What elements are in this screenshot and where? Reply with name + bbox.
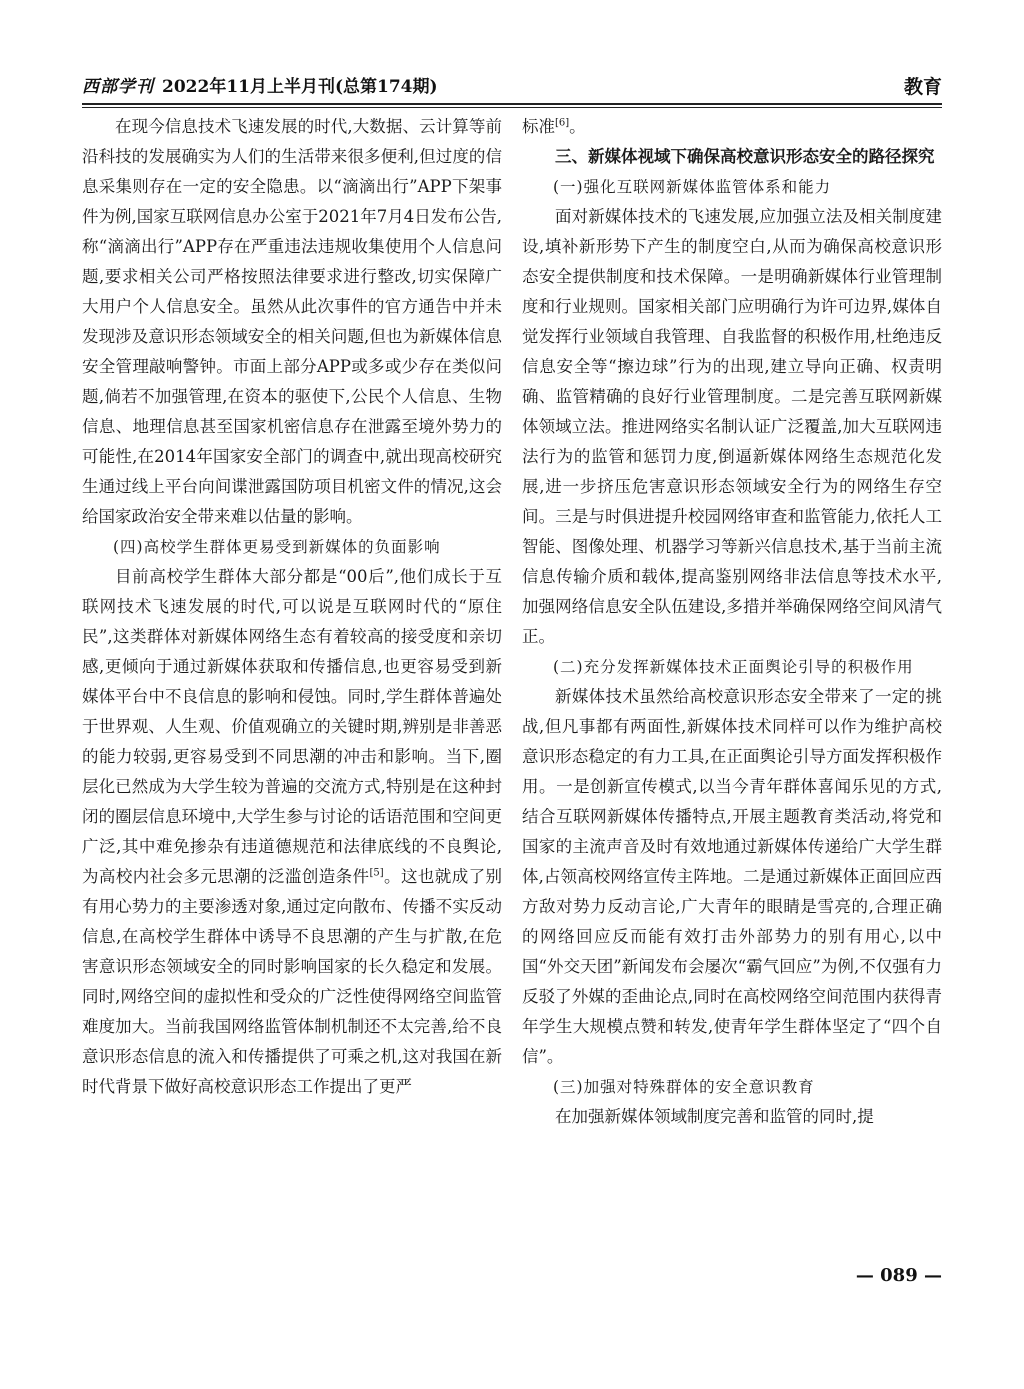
subsection-heading: (四)高校学生群体更易受到新媒体的负面影响 xyxy=(113,538,441,556)
running-header xyxy=(82,70,942,104)
paragraph-text: 。这也就成了别有用心势力的主要渗透对象,通过定向散布、传播不实反动信息,在高校学生群体中诱导不良思潮的产生与扩散,在危害意识形态领域安全的同时影响国家的长久稳定和发展。同时,网络空间的虚拟性和受众的广泛性使得网络空间监管难度加大。当前我国网络监管体制机制还不太完善,给不良意识形态信息的流入和传播提供了可乘之机,这对我国在新时代背景下做好高校意识形态工作提出了更严 xyxy=(82,867,503,1096)
subsection-heading: (三)加强对特殊群体的安全意识教育 xyxy=(553,1078,815,1096)
citation-ref: [6] xyxy=(555,117,570,129)
left-column xyxy=(82,112,502,1262)
journal-logo: 西部学刊 xyxy=(82,77,154,97)
issue-info: 2022年11月上半月刊(总第174期) xyxy=(162,77,438,97)
paragraph: 新媒体技术虽然给高校意识形态安全带来了一定的挑战,但凡事都有两面性,新媒体技术同样可以作为维护高校意识形态稳定的有力工具,在正面舆论引导方面发挥积极作用。一是创新宣传模式,以当今青年群体喜闻乐见的方式,结合互联网新媒体传播特点,开展主题教育类活动,将党和国家的主流声音及时有效地通过新媒体传递给广大学生群体,占领高校网络宣传主阵地。二是通过新媒体正面回应西方敌对势力反动言论,广大青年的眼睛是雪亮的,合理正确的网络回应反而能有效打击外部势力的别有用心,以中国“外交天团”新闻发布会屡次“霸气回应”为例,不仅强有力反驳了外媒的歪曲论点,同时在高校网络空间范围内获得青年学生大规模点赞和转发,使青年学生群体坚定了“四个自信”。 xyxy=(522,687,942,1066)
paragraph-text: 标准 xyxy=(522,117,555,136)
paragraph-text: 目前高校学生群体大部分都是“00后”,他们成长于互联网技术飞速发展的时代,可以说是互联网时代的“原住民”,这类群体对新媒体网络生态有着较高的接受度和亲切感,更倾向于通过新媒体获取和传播信息,也更容易受到新媒体平台中不良信息的影响和侵蚀。同时,学生群体普遍处于世界观、人生观、价值观确立的关键时期,辨别是非善恶的能力较弱,更容易受到不同思潮的冲击和影响。当下,圈层化已然成为大学生较为普遍的交流方式,特别是在这种封闭的圈层信息环境中,大学生参与讨论的话语范围和空间更广泛,其中难免掺杂有违道德规范和法律底线的不良舆论,为高校内社会多元思潮的泛滥创造条件 xyxy=(82,567,502,886)
paragraph: 在加强新媒体领域制度完善和监管的同时,提 xyxy=(555,1107,874,1126)
subsection-heading: (一)强化互联网新媒体监管体系和能力 xyxy=(553,178,832,196)
right-column xyxy=(522,112,942,1262)
header-rule-thin xyxy=(82,107,942,108)
header-rule xyxy=(82,103,942,105)
paragraph: 面对新媒体技术的飞速发展,应加强立法及相关制度建设,填补新形势下产生的制度空白,从而为确保高校意识形态安全提供制度和技术保障。一是明确新媒体行业管理制度和行业规则。国家相关部门应明确行为许可边界,媒体自觉发挥行业领域自我管理、自我监督的积极作用,杜绝违反信息安全等“擦边球”行为的出现,建立导向正确、权责明确、监管精确的良好行业管理制度。二是完善互联网新媒体领域立法。推进网络实名制认证广泛覆盖,加大互联网违法行为的监管和惩罚力度,倒逼新媒体网络生态规范化发展,进一步挤压危害意识形态领域安全行为的网络生存空间。三是与时俱进提升校园网络审查和监管能力,依托人工智能、图像处理、机器学习等新兴信息技术,基于当前主流信息传输介质和载体,提高鉴别网络非法信息等技术水平,加强网络信息安全队伍建设,多措并举确保网络空间风清气正。 xyxy=(522,207,942,646)
section-name: 教育 xyxy=(903,76,942,98)
page-number: — 089 — xyxy=(855,1265,942,1286)
section-heading: 三、新媒体视域下确保高校意识形态安全的路径探究 xyxy=(555,147,935,166)
paragraph xyxy=(82,562,502,1102)
paragraph-continuation xyxy=(522,112,942,142)
paragraph: 在现今信息技术飞速发展的时代,大数据、云计算等前沿科技的发展确实为人们的生活带来很多便利,但过度的信息采集则存在一定的安全隐患。以“滴滴出行”APP下架事件为例,国家互联网信息办公室于2021年7月4日发布公告,称“滴滴出行”APP存在严重违法违规收集使用个人信息问题,要求相关公司严格按照法律要求进行整改,切实保障广大用户个人信息安全。虽然从此次事件的官方通告中并未发现涉及意识形态领域安全的相关问题,但也为新媒体信息安全管理敲响警钟。市面上部分APP或多或少存在类似问题,倘若不加强管理,在资本的驱使下,公民个人信息、生物信息、地理信息甚至国家机密信息存在泄露至境外势力的可能性,在2014年国家安全部门的调查中,就出现高校研究生通过线上平台向间谍泄露国防项目机密文件的情况,这会给国家政治安全带来难以估量的影响。 xyxy=(82,117,502,526)
citation-ref: [5] xyxy=(369,867,384,879)
subsection-heading: (二)充分发挥新媒体技术正面舆论引导的积极作用 xyxy=(553,658,914,676)
paragraph-text: 。 xyxy=(569,117,586,136)
